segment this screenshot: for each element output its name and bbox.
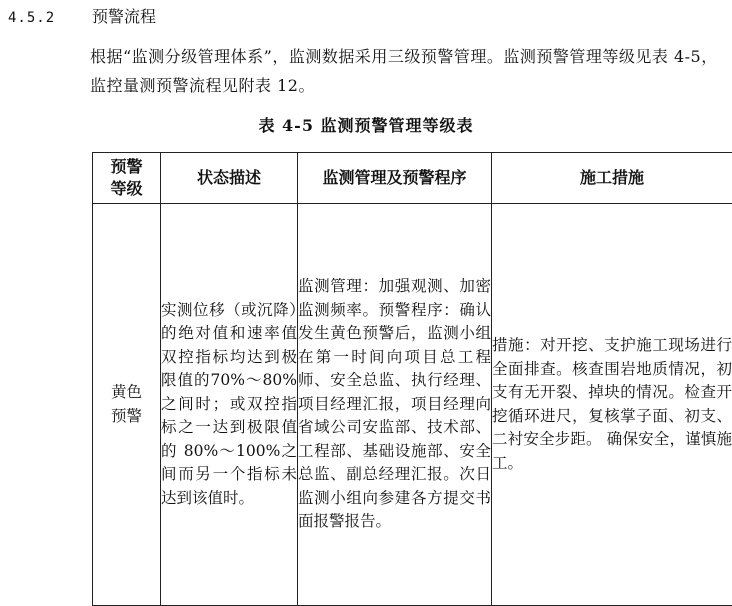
cell-state: 实测位移（或沉降）的绝对值和速率值双控指标均达到极限值的70%～80%之间时；或双控指标之一达到极限值的 80%～100%之间而另一个指标未达到该值时。	[161, 204, 298, 606]
header-measures: 施工措施	[492, 153, 732, 204]
cell-procedure: 监测管理：加强观测、加密监测频率。预警程序：确认发生黄色预警后，监测小组在第一时间向项目总工程师、安全总监、执行经理、项目经理汇报，项目经理向省域公司安监部、技术部、工程部、基础设施部、安全总监、副总经理汇报。次日监测小组向参建各方提交书面报警报告。	[298, 204, 492, 606]
section-heading	[8, 6, 156, 29]
table-header-row	[93, 153, 732, 204]
header-procedure: 监测管理及预警程序	[298, 153, 492, 204]
cell-level: 黄色预警	[93, 204, 161, 606]
header-state: 状态描述	[161, 153, 298, 204]
section-paragraph: 根据“监测分级管理体系”，监测数据采用三级预警管理。监测预警管理等级见表 4-5，监控量测预警流程见附表 12。	[90, 42, 726, 100]
warning-level-table	[92, 152, 732, 606]
section-title: 预警流程	[92, 7, 156, 26]
table-caption: 表 4-5 监测预警管理等级表	[0, 115, 732, 137]
table-row	[93, 204, 732, 606]
cell-measures: 措施：对开挖、支护施工现场进行全面排查。核查围岩地质情况，初支有无开裂、掉块的情况。检查开挖循环进尺，复核掌子面、初支、二衬安全步距。 确保安全，谨慎施工。	[492, 204, 732, 606]
header-level: 预警等级	[93, 153, 161, 204]
section-number: 4.5.2	[8, 7, 92, 29]
